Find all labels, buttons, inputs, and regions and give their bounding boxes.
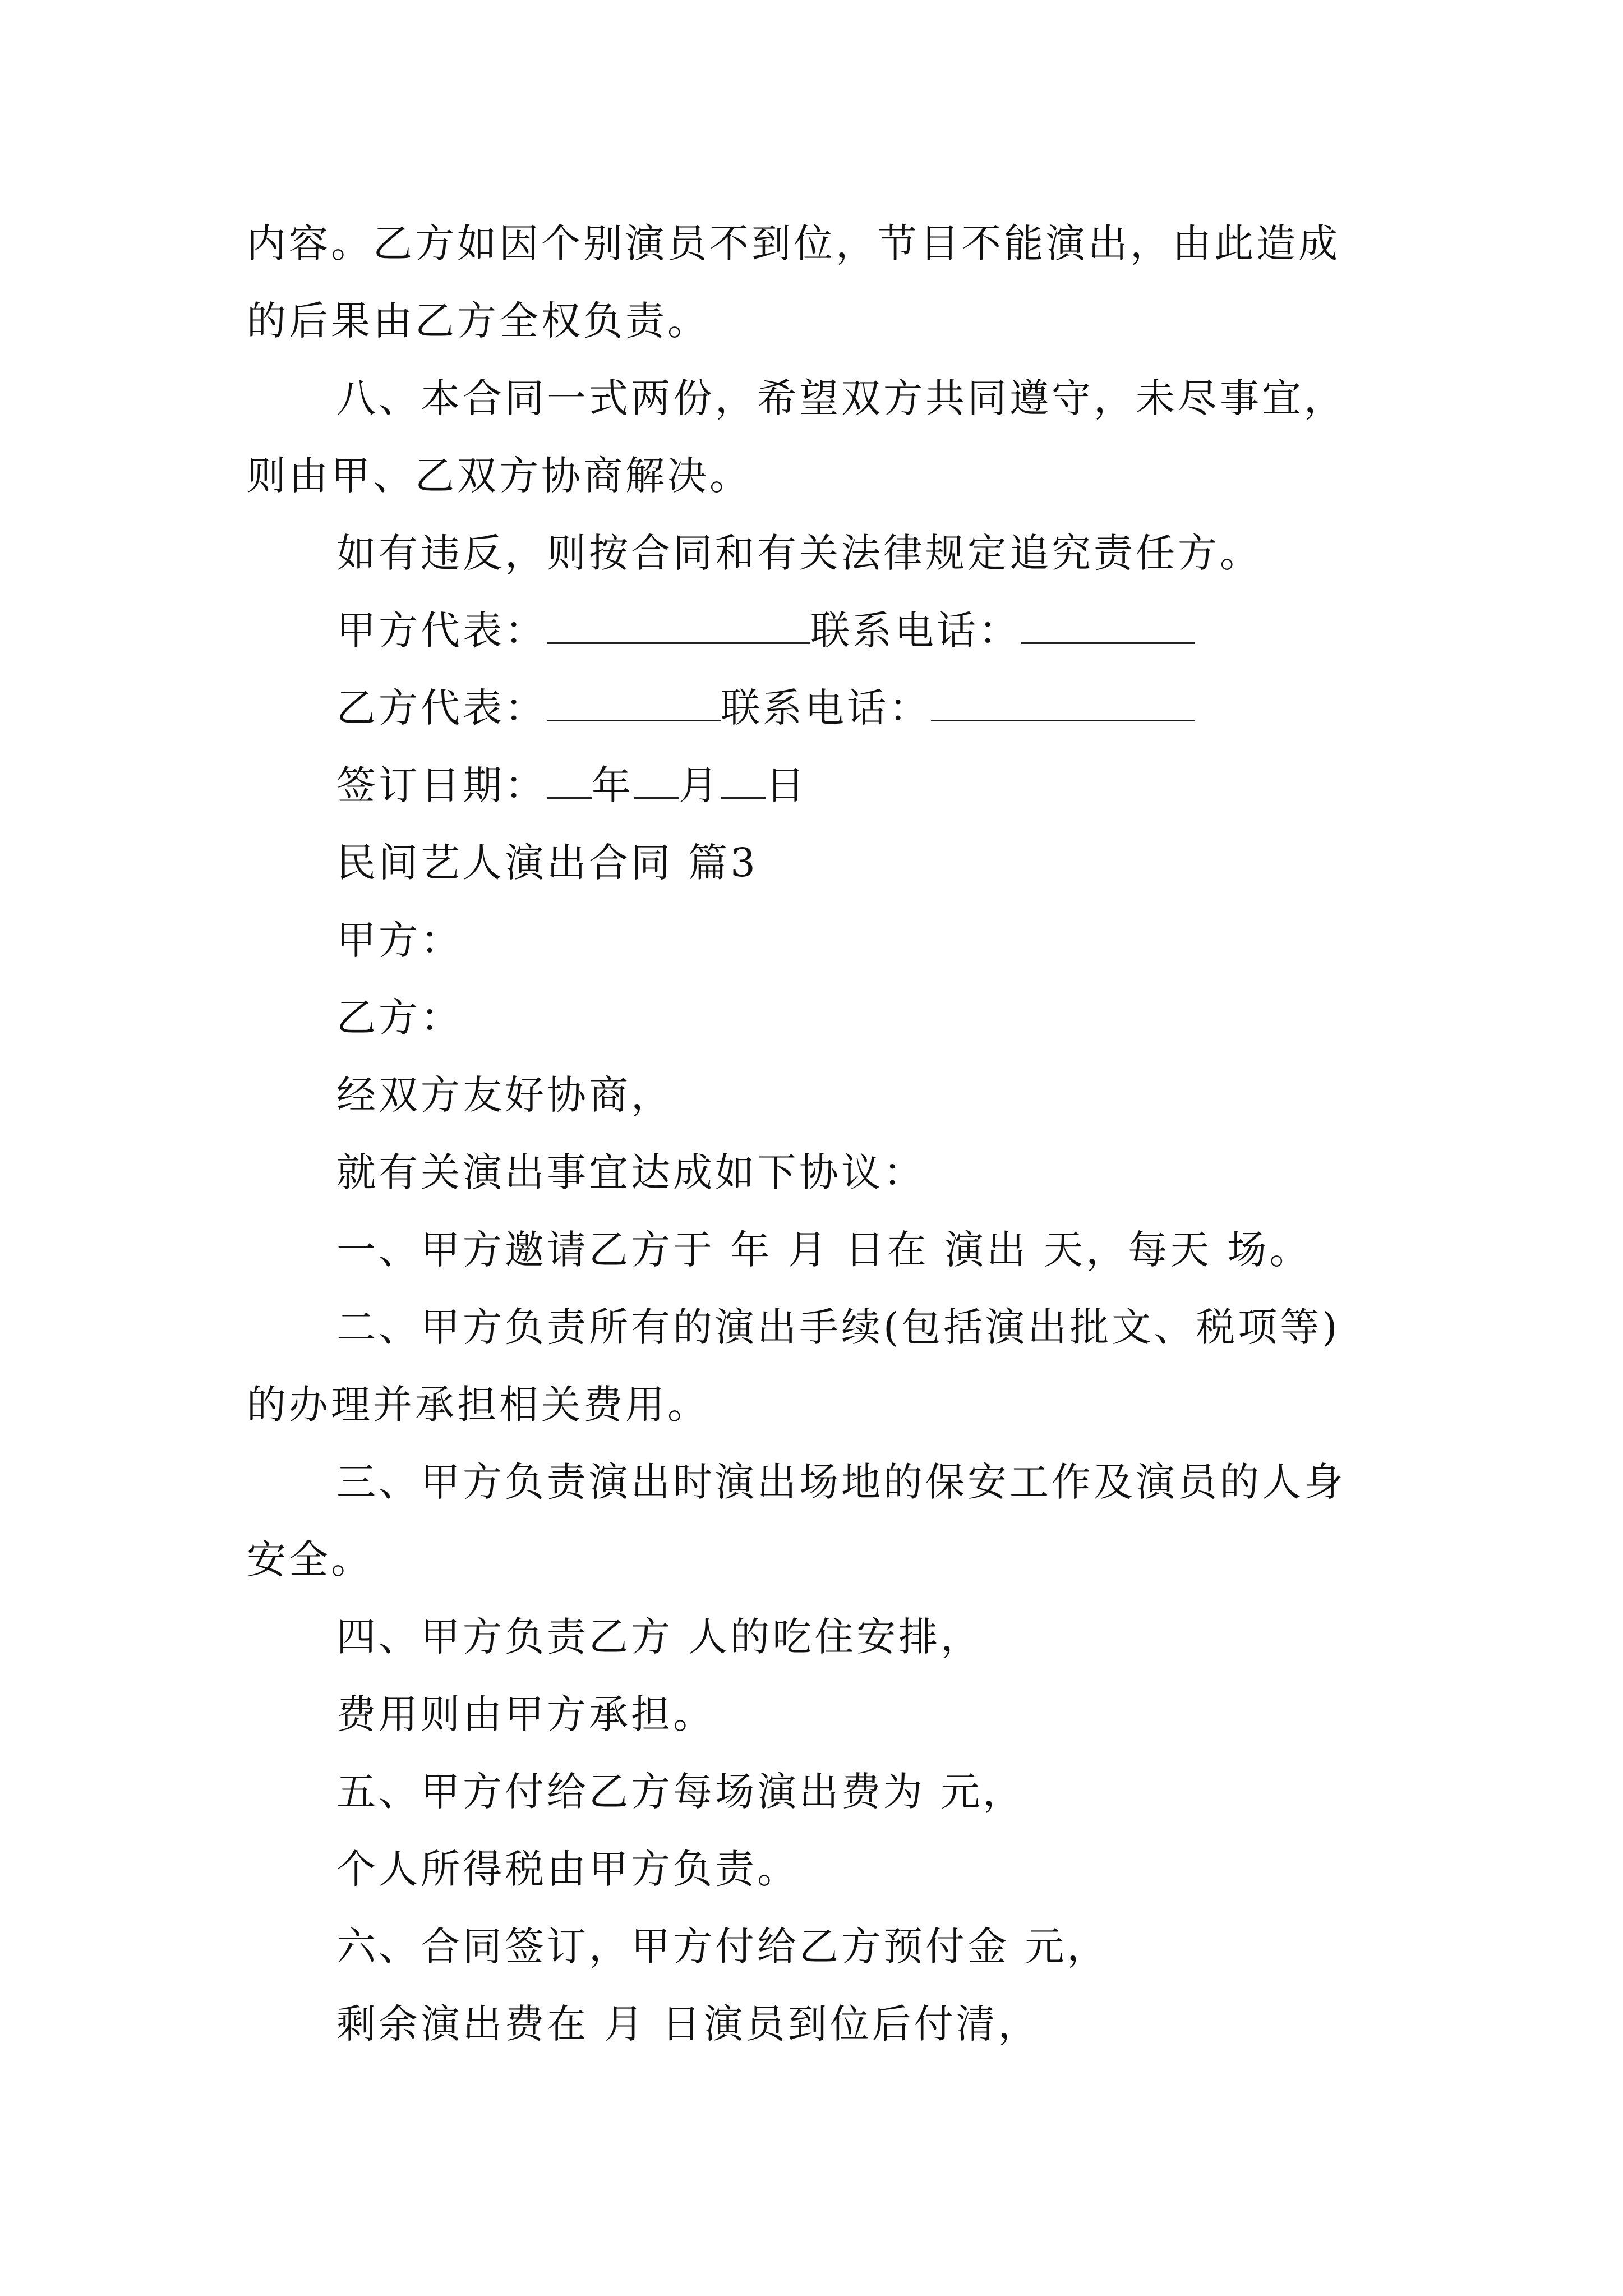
intro-line: 经双方友好协商，: [336, 1072, 673, 1118]
clause-five-continued: 个人所得税由甲方负责。: [336, 1846, 799, 1892]
party-b-signature-line: [247, 669, 1402, 747]
party-a-rep-blank: [547, 609, 810, 644]
clause-eight: 八、本合同一式两份，希望双方共同遵守，未尽事宜，: [336, 375, 1346, 421]
intro-line: 就有关演出事宜达成如下协议：: [336, 1149, 925, 1195]
contract-body: [247, 205, 1402, 2063]
day-label: 日: [766, 762, 808, 808]
clause-four: 四、甲方负责乙方 人的吃住安排，: [336, 1614, 983, 1660]
clause-five: 五、甲方付给乙方每场演出费为 元，: [336, 1769, 1025, 1815]
section-title: 民间艺人演出合同 篇3: [336, 840, 758, 886]
party-b-rep-blank: [547, 686, 721, 721]
clause-one: 一、甲方邀请乙方于 年 月 日在 演出 天，每天 场。: [336, 1227, 1312, 1273]
party-a-rep-label: 甲方代表：: [336, 608, 547, 654]
clause-six-continued: 剩余演出费在 月 日演员到位后付清，: [336, 2001, 1040, 2047]
year-label: 年: [592, 762, 634, 808]
party-b-label: 乙方：: [336, 995, 463, 1041]
text-line: 的后果由乙方全权负责。: [247, 298, 709, 344]
year-blank: [547, 763, 592, 799]
clause-four-continued: 费用则由甲方承担。: [336, 1691, 715, 1737]
day-blank: [721, 763, 766, 799]
month-label: 月: [679, 762, 721, 808]
clause-six: 六、合同签订，甲方付给乙方预付金 元，: [336, 1924, 1109, 1970]
clause-three: 三、甲方负责演出时演出场地的保安工作及演员的人身: [336, 1459, 1346, 1505]
month-blank: [634, 763, 679, 799]
text-line: 内容。乙方如因个别演员不到位，节目不能演出，由此造成: [247, 220, 1340, 266]
text-line: 则由甲、乙双方协商解决。: [247, 453, 751, 499]
party-a-phone-label: 联系电话：: [810, 608, 1021, 654]
sign-date-line: [247, 747, 1402, 824]
party-a-signature-line: [247, 592, 1402, 669]
date-label: 签订日期：: [336, 762, 547, 808]
clause-two-continued: 的办理并承担相关费用。: [247, 1382, 709, 1428]
party-a-phone-blank: [1021, 609, 1195, 644]
clause-two: 二、甲方负责所有的演出手续(包括演出批文、税项等): [336, 1304, 1340, 1350]
clause-three-continued: 安全。: [247, 1536, 373, 1582]
party-b-phone-label: 联系电话：: [721, 685, 931, 731]
violation-note: 如有违反，则按合同和有关法律规定追究责任方。: [336, 530, 1262, 576]
party-b-rep-label: 乙方代表：: [336, 685, 547, 731]
party-a-label: 甲方：: [336, 917, 463, 963]
party-b-phone-blank: [931, 686, 1195, 721]
